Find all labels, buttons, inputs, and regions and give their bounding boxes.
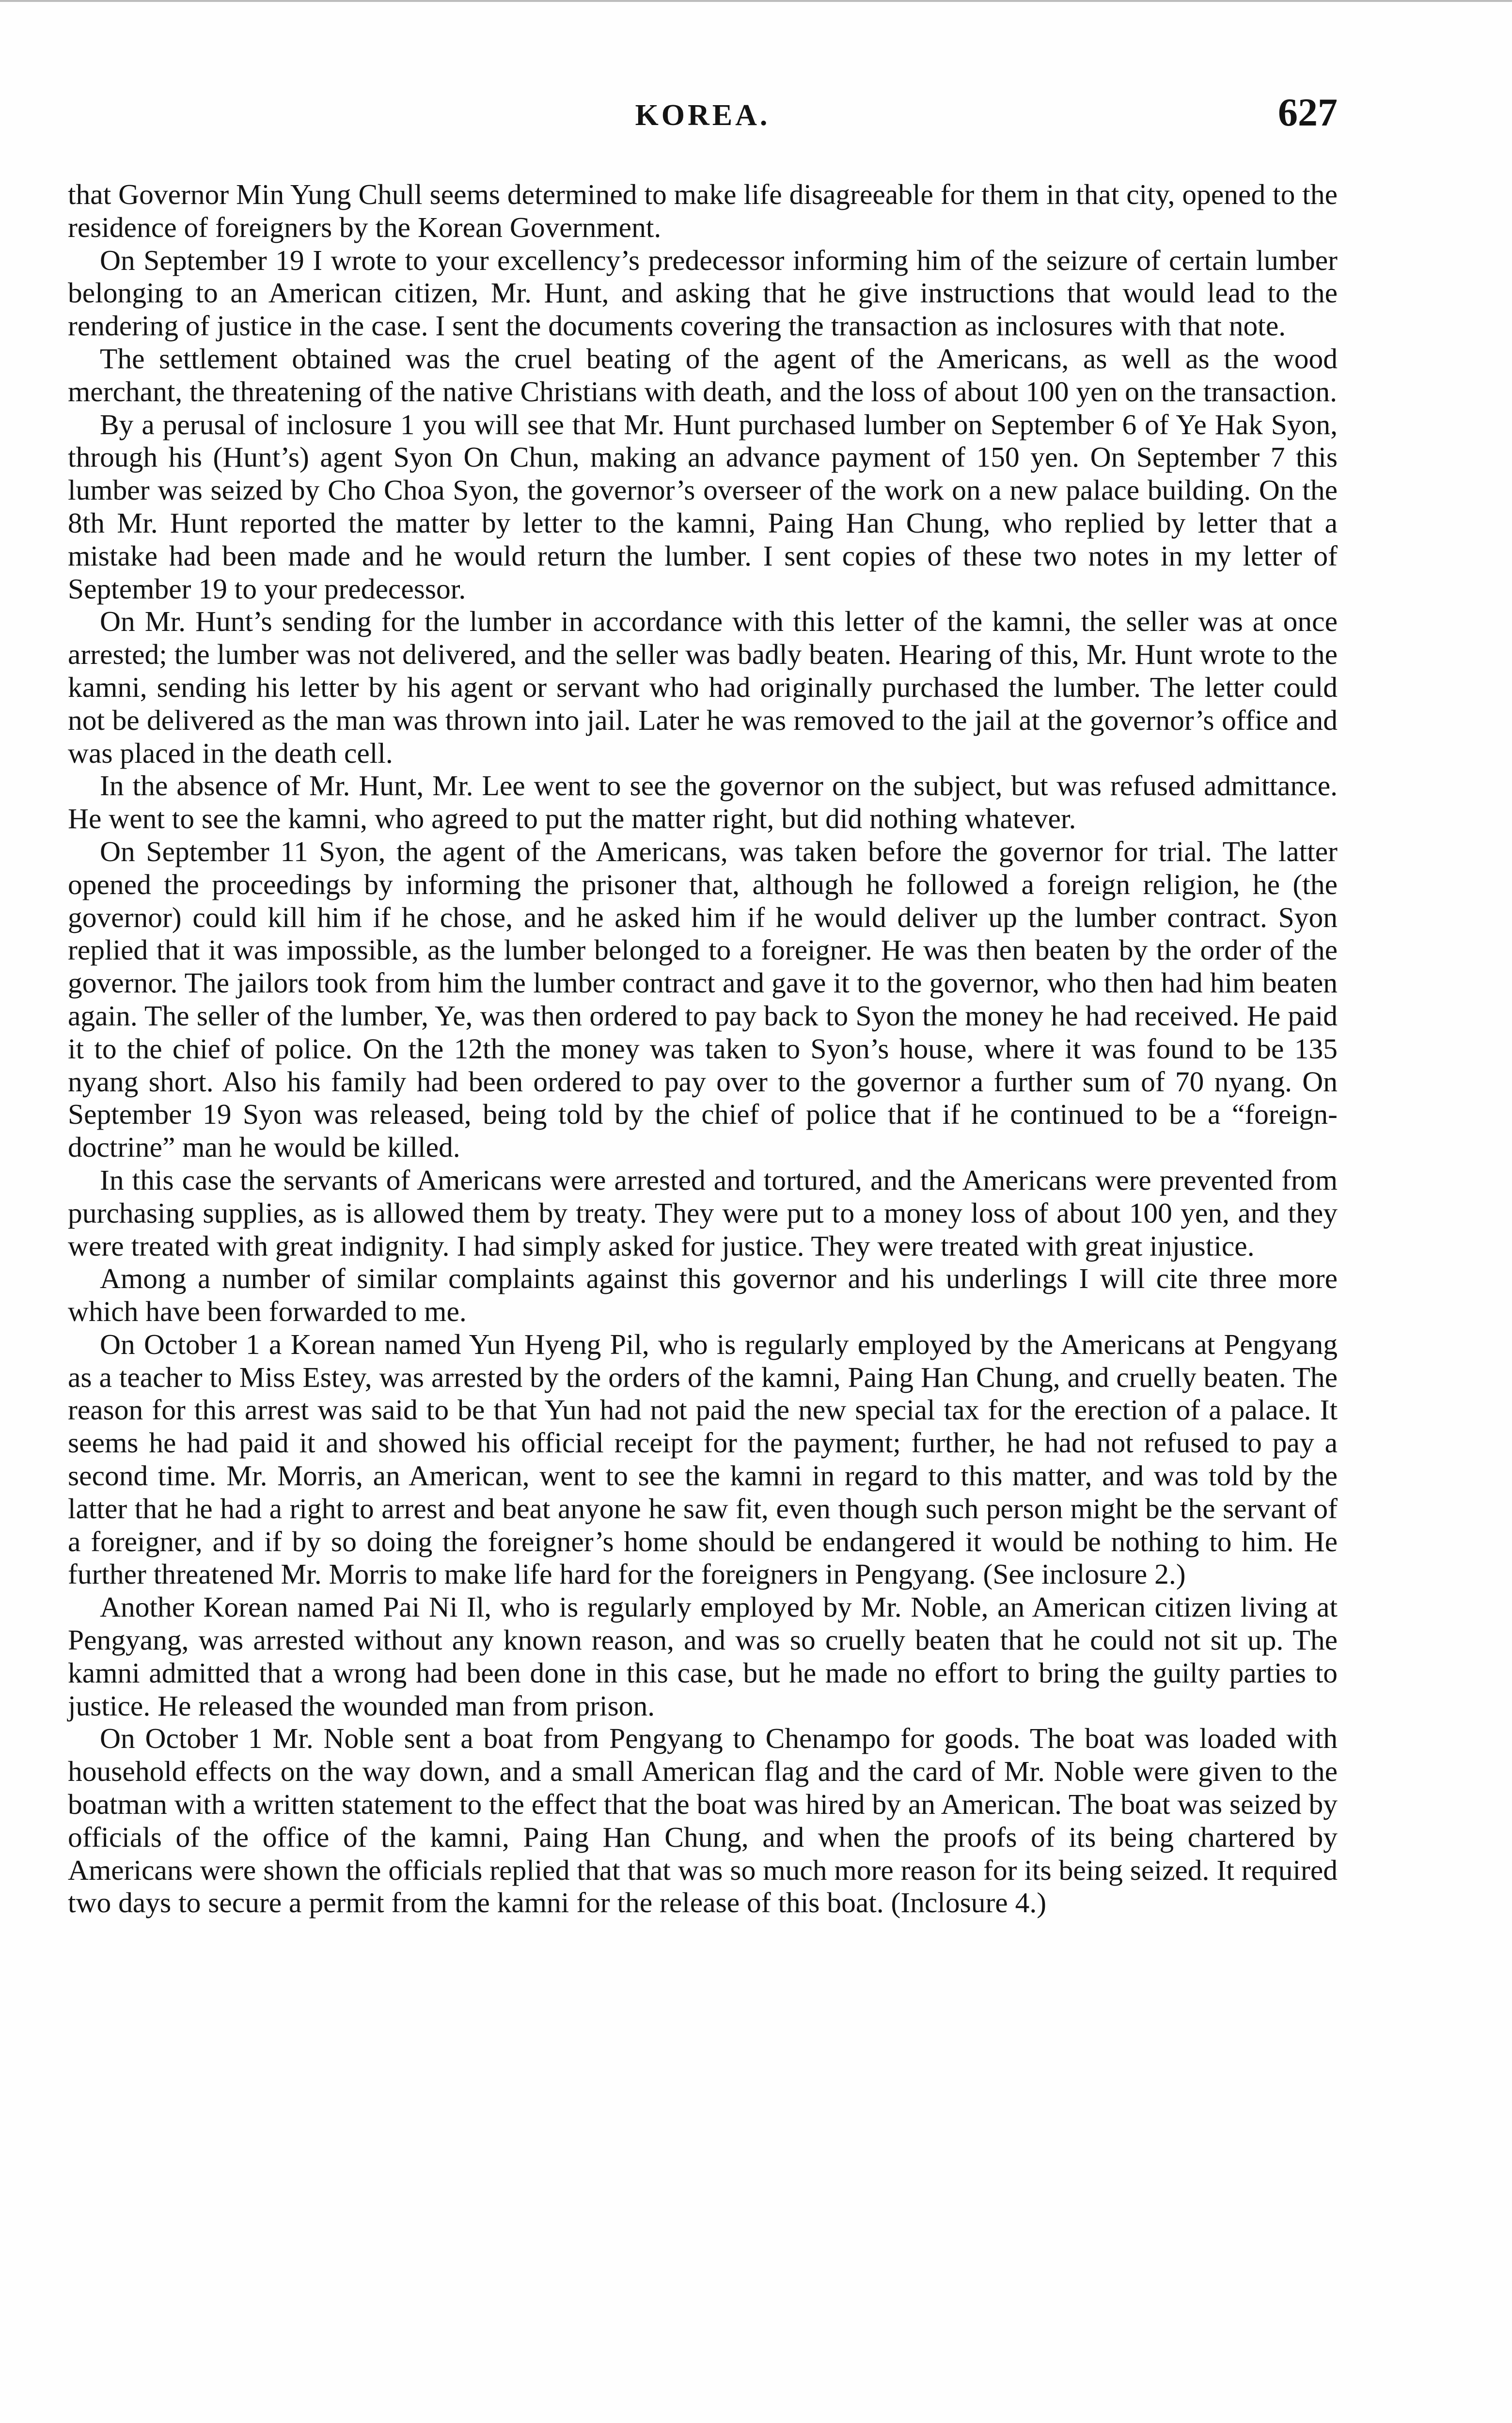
paragraph: On October 1 Mr. Noble sent a boat from Pengyang to Chenampo for goods. The boat was loaded with household effects on the way down, and a small American flag and the card of Mr. Noble were given to the boatman with a written statement to the effect that the boat was hired by an American. The boat was seized by officials of the office of the kamni, Paing Han Chung, and when the proofs of its being chartered by Americans were shown the officials replied that that was so much more reason for its being seized. It required two days to secure a permit from the kamni for the release of this boat. (Inclosure 4.) xyxy=(68,1722,1338,1919)
paragraph: On Mr. Hunt’s sending for the lumber in accordance with this letter of the kamni, the seller was at once arrested; the lumber was not delivered, and the seller was badly beaten. Hearing of this, Mr. Hunt wrote to the kamni, sending his letter by his agent or servant who had originally purchased the lumber. The letter could not be delivered as the man was thrown into jail. Later he was removed to the jail at the governor’s office and was placed in the death cell. xyxy=(68,605,1338,769)
paragraph: Among a number of similar complaints against this governor and his underlings I will cite three more which have been forwarded to me. xyxy=(68,1262,1338,1328)
page-header xyxy=(68,90,1338,143)
page-number: 627 xyxy=(1278,90,1338,134)
page-top-edge xyxy=(0,0,1512,7)
paragraph: that Governor Min Yung Chull seems determined to make life disagreeable for them in that city, opened to the residence of foreigners by the Korean Government. xyxy=(68,178,1338,243)
paragraph: In this case the servants of Americans were arrested and tortured, and the Americans were prevented from purchasing supplies, as is allowed them by treaty. They were put to a money loss of about 100 yen, and they were treated with great indignity. I had simply asked for justice. They were treated with great injustice. xyxy=(68,1164,1338,1262)
paragraph: Another Korean named Pai Ni Il, who is regularly employed by Mr. Noble, an American citizen living at Pengyang, was arrested without any known reason, and was so cruelly beaten that he could not sit up. The kamni admitted that a wrong had been done in this case, but he made no effort to bring the guilty parties to justice. He released the wounded man from prison. xyxy=(68,1591,1338,1722)
body-text xyxy=(68,178,1338,1920)
paragraph: The settlement obtained was the cruel beating of the agent of the Americans, as well as the wood merchant, the threatening of the native Christians with death, and the loss of about 100 yen on the transaction. xyxy=(68,342,1338,408)
running-head: KOREA. xyxy=(635,99,771,132)
paragraph: By a perusal of inclosure 1 you will see that Mr. Hunt purchased lumber on September 6 of Ye Hak Syon, through his (Hunt’s) agent Syon On Chun, making an advance payment of 150 yen. On September 7 this lumber was seized by Cho Choa Syon, the governor’s overseer of the work on a new palace building. On the 8th Mr. Hunt reported the matter by letter to the kamni, Paing Han Chung, who replied by letter that a mistake had been made and he would return the lumber. I sent copies of these two notes in my letter of September 19 to your predecessor. xyxy=(68,408,1338,605)
paragraph: On September 19 I wrote to your excellency’s predecessor informing him of the seizure of certain lumber belonging to an American citizen, Mr. Hunt, and asking that he give instructions that would lead to the rendering of justice in the case. I sent the documents covering the transaction as inclosures with that note. xyxy=(68,244,1338,342)
paragraph: On September 11 Syon, the agent of the Americans, was taken before the governor for trial. The latter opened the proceedings by informing the prisoner that, although he followed a foreign religion, he (the governor) could kill him if he chose, and he asked him if he would deliver up the lumber contract. Syon replied that it was impossible, as the lumber belonged to a foreigner. He was then beaten by the order of the governor. The jailors took from him the lumber contract and gave it to the governor, who then had him beaten again. The seller of the lumber, Ye, was then ordered to pay back to Syon the money he had received. He paid it to the chief of police. On the 12th the money was taken to Syon’s house, where it was found to be 135 nyang short. Also his family had been ordered to pay over to the governor a further sum of 70 nyang. On September 19 Syon was released, being told by the chief of police that if he continued to be a “foreign-doctrine” man he would be killed. xyxy=(68,835,1338,1164)
paragraph: In the absence of Mr. Hunt, Mr. Lee went to see the governor on the subject, but was refused admittance. He went to see the kamni, who agreed to put the matter right, but did nothing whatever. xyxy=(68,770,1338,835)
paragraph: On October 1 a Korean named Yun Hyeng Pil, who is regularly employed by the Americans at Pengyang as a teacher to Miss Estey, was arrested by the orders of the kamni, Paing Han Chung, and cruelly beaten. The reason for this arrest was said to be that Yun had not paid the new special tax for the erection of a palace. It seems he had paid it and showed his official receipt for the payment; further, he had not refused to pay a second time. Mr. Morris, an American, went to see the kamni in regard to this matter, and was told by the latter that he had a right to arrest and beat anyone he saw fit, even though such person might be the servant of a foreigner, and if by so doing the foreigner’s home should be endangered it would be nothing to him. He further threatened Mr. Morris to make life hard for the foreigners in Pengyang. (See inclosure 2.) xyxy=(68,1328,1338,1590)
